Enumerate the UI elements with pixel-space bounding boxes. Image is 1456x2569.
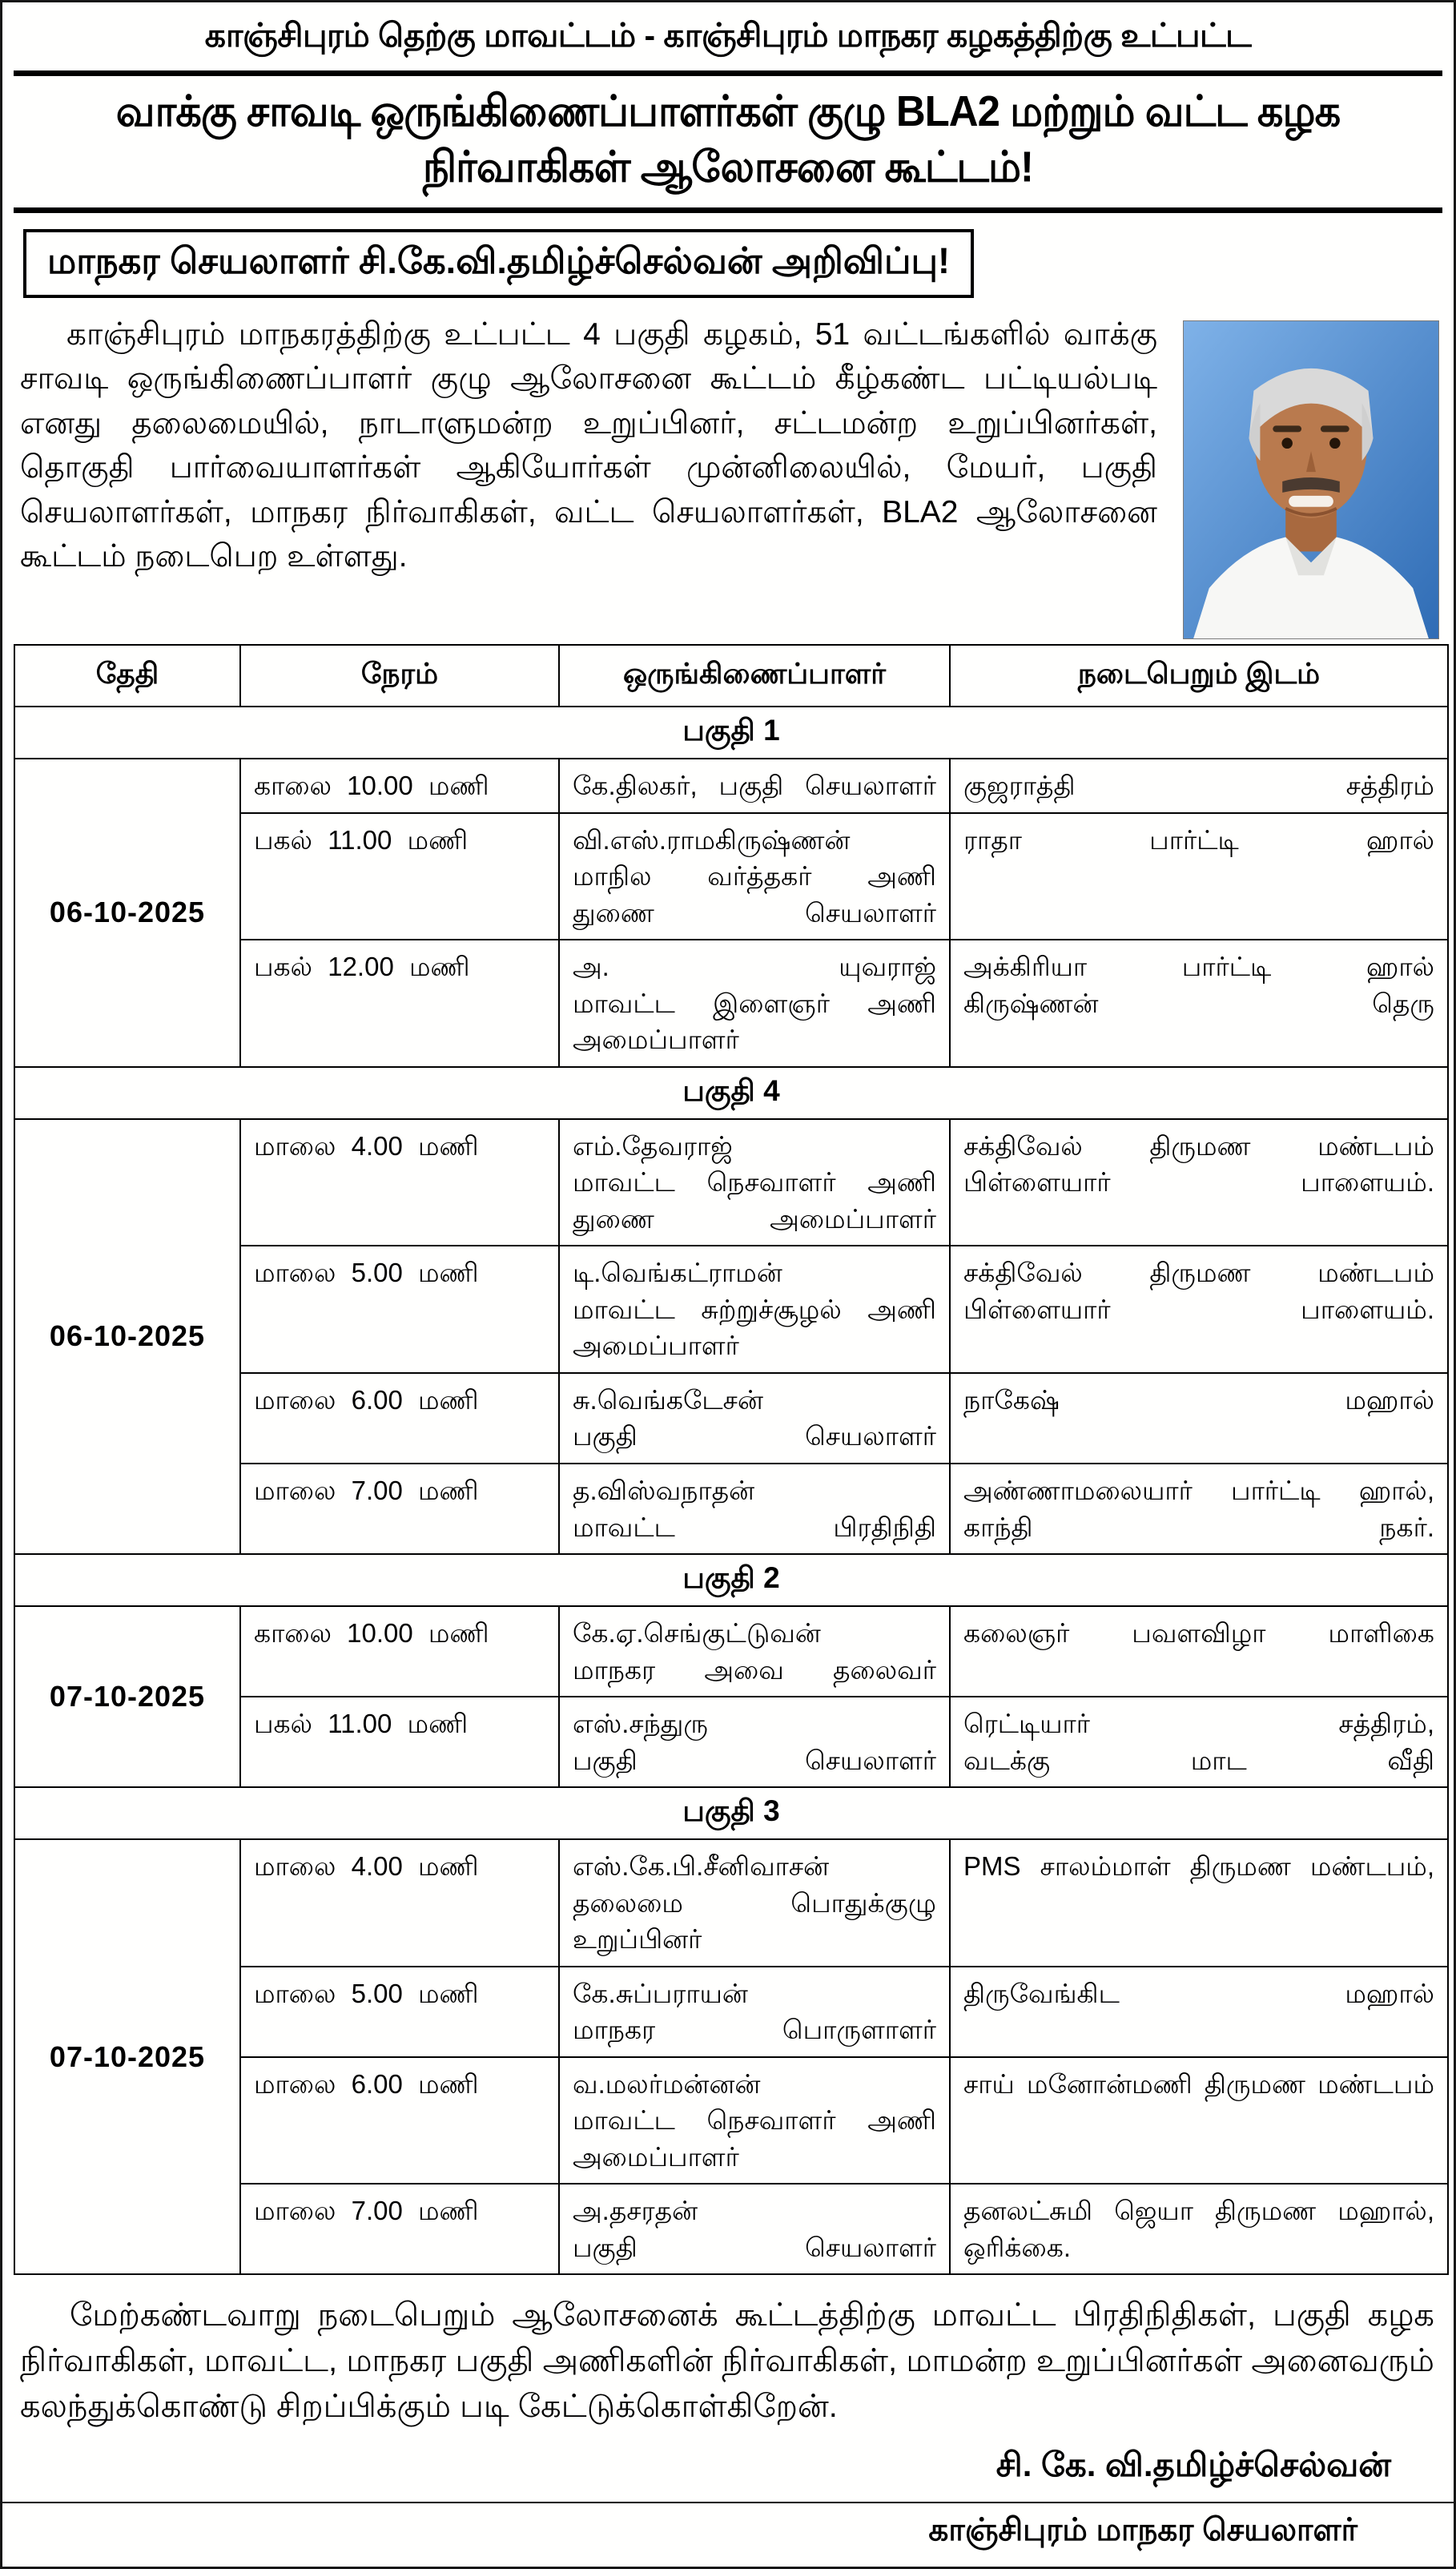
venue-cell bbox=[950, 1697, 1448, 1787]
coordinator-cell bbox=[559, 1606, 950, 1697]
cell-line: பகுதி செயலாளர் bbox=[573, 1421, 936, 1452]
intro-section bbox=[14, 213, 1442, 639]
venue-cell bbox=[950, 759, 1448, 813]
cell-line: மாநகர பொருளாளர் bbox=[573, 2015, 936, 2045]
section-title: பகுதி 2 bbox=[14, 1554, 1448, 1606]
cell-line: தலைமை பொதுக்குழு bbox=[573, 1887, 936, 1918]
cell-line: உறுப்பினர் bbox=[573, 1924, 702, 1955]
venue-cell bbox=[950, 940, 1448, 1067]
header-time: நேரம் bbox=[240, 645, 559, 707]
time-cell: காலை 10.00 மணி bbox=[240, 759, 559, 813]
time-cell: பகல் 11.00 மணி bbox=[240, 1697, 559, 1787]
cell-line: அண்ணாமலையார் பார்ட்டி ஹால், bbox=[963, 1475, 1434, 1505]
cell-line: கே.சுப்பராயன் bbox=[573, 1978, 748, 2008]
time-cell: மாலை 6.00 மணி bbox=[240, 2057, 559, 2184]
time-cell: மாலை 4.00 மணி bbox=[240, 1839, 559, 1967]
cell-line: ஒரிக்கை. bbox=[963, 2232, 1072, 2262]
time-cell: காலை 10.00 மணி bbox=[240, 1606, 559, 1697]
time-cell: மாலை 4.00 மணி bbox=[240, 1119, 559, 1246]
section-row bbox=[14, 1554, 1448, 1606]
section-row bbox=[14, 1067, 1448, 1119]
header-venue: நடைபெறும் இடம் bbox=[950, 645, 1448, 707]
coordinator-cell bbox=[559, 1839, 950, 1967]
venue-cell bbox=[950, 1967, 1448, 2057]
cell-line: எம்.தேவராஜ் bbox=[573, 1130, 733, 1161]
venue-cell bbox=[950, 813, 1448, 940]
cell-line: அமைப்பாளர் bbox=[573, 1331, 739, 1361]
table-header-row bbox=[14, 645, 1448, 707]
cell-line: அக்கிரியா பார்ட்டி ஹால் bbox=[963, 952, 1434, 982]
venue-cell bbox=[950, 1464, 1448, 1554]
cell-line: துணை அமைப்பாளர் bbox=[573, 1203, 936, 1234]
time-cell: மாலை 7.00 மணி bbox=[240, 1464, 559, 1554]
cell-line: மாவட்ட சுற்றுச்சூழல் அணி bbox=[573, 1294, 936, 1324]
section-title: பகுதி 1 bbox=[14, 707, 1448, 759]
cell-line: அ. யுவராஜ் bbox=[573, 952, 936, 982]
coordinator-cell bbox=[559, 1373, 950, 1464]
cell-line: பிள்ளையார் பாளையம். bbox=[963, 1294, 1434, 1324]
coordinator-cell bbox=[559, 1967, 950, 2057]
cell-line: சாய் மனோன்மணி திருமண மண்டபம் bbox=[963, 2068, 1434, 2099]
section-title: பகுதி 4 bbox=[14, 1067, 1448, 1119]
cell-line: அ.தசரதன் bbox=[573, 2196, 698, 2226]
cell-line: டி.வெங்கட்ராமன் bbox=[573, 1258, 782, 1288]
cell-line: எஸ்.சந்துரு bbox=[573, 1709, 709, 1739]
portrait-illustration bbox=[1184, 321, 1438, 638]
cell-line: பகுதி செயலாளர் bbox=[573, 2232, 936, 2262]
cell-line: கே.ஏ.செங்குட்டுவன் bbox=[573, 1618, 821, 1649]
schedule-body bbox=[14, 707, 1448, 2274]
coordinator-cell bbox=[559, 1464, 950, 1554]
table-row bbox=[14, 759, 1448, 813]
cell-line: தனலட்சுமி ஜெயா திருமண மஹால், bbox=[963, 2196, 1434, 2226]
intro-paragraph: காஞ்சிபுரம் மாநகரத்திற்கு உட்பட்ட 4 பகுதி கழகம், 51 வட்டங்களில் வாக்கு சாவடி ஒருங்கிணைப்பாளர் குழு ஆலோசனை கூட்டம் கீழ்கண்ட பட்டியல்படி எனது தலைமையில், நாடாளுமன்ற உறுப்பினர், சட்டமன்ற உறுப்பினர்கள், தொகுதி பார்வையாளர்கள் ஆகியோர்கள் முன்னிலையில், மேயர், பகுதி செயலாளர்கள், மாநகர நிர்வாகிகள், வட்ட செயலாளர்கள், BLA2 ஆலோசனை கூட்டம் நடைபெற உள்ளது. bbox=[20, 317, 1157, 574]
venue-cell bbox=[950, 1839, 1448, 1967]
header-coordinator: ஒருங்கிணைப்பாளர் bbox=[559, 645, 950, 707]
headline: வாக்கு சாவடி ஒருங்கிணைப்பாளர்கள் குழு BLA2 மற்றும் வட்ட கழக நிர்வாகிகள் ஆலோசனை கூட்டம்! bbox=[115, 87, 1341, 191]
table-row bbox=[14, 1119, 1448, 1246]
table-row bbox=[14, 1839, 1448, 1967]
venue-cell bbox=[950, 2057, 1448, 2184]
cell-line: கலைஞர் பவளவிழா மாளிகை bbox=[963, 1618, 1434, 1649]
venue-cell bbox=[950, 1373, 1448, 1464]
header-date: தேதி bbox=[14, 645, 240, 707]
cell-line: மாவட்ட நெசவாளர் அணி bbox=[573, 1167, 936, 1198]
cell-line: மாநகர அவை தலைவர் bbox=[573, 1654, 936, 1685]
intro-column bbox=[14, 228, 1165, 590]
cell-line: காந்தி நகர். bbox=[963, 1512, 1434, 1542]
coordinator-cell bbox=[559, 2184, 950, 2274]
coordinator-cell bbox=[559, 2057, 950, 2184]
coordinator-cell bbox=[559, 759, 950, 813]
time-cell: மாலை 7.00 மணி bbox=[240, 2184, 559, 2274]
cell-line: வ.மலர்மன்னன் bbox=[573, 2068, 761, 2099]
signature-name: சி. கே. வி.தமிழ்ச்செல்வன் bbox=[995, 2445, 1391, 2483]
time-cell: பகல் 12.00 மணி bbox=[240, 940, 559, 1067]
cell-line: திருவேங்கிட மஹால் bbox=[963, 1978, 1434, 2008]
cell-line: சக்திவேல் திருமண மண்டபம் bbox=[963, 1258, 1434, 1288]
section-title: பகுதி 3 bbox=[14, 1787, 1448, 1839]
cell-line: கிருஷ்ணன் தெரு bbox=[963, 988, 1434, 1018]
cell-line: துணை செயலாளர் bbox=[573, 897, 936, 928]
masthead: காஞ்சிபுரம் தெற்கு மாவட்டம் - காஞ்சிபுரம் மாநகர கழகத்திற்கு உட்பட்ட bbox=[204, 17, 1252, 54]
cell-line: பிள்ளையார் பாளையம். bbox=[963, 1167, 1434, 1198]
coordinator-cell bbox=[559, 1246, 950, 1373]
closing-paragraph: மேற்கண்டவாறு நடைபெறும் ஆலோசனைக் கூட்டத்திற்கு மாவட்ட பிரதிநிதிகள், பகுதி கழக நிர்வாகிகள், மாவட்ட, மாநகர பகுதி அணிகளின் நிர்வாகிகள், மாமன்ற உறுப்பினர்கள் அனைவரும் கலந்துக்கொண்டு சிறப்பிக்கும் படி கேட்டுக்கொள்கிறேன். bbox=[20, 2297, 1434, 2425]
cell-line: மாவட்ட நெசவாளர் அணி bbox=[573, 2105, 936, 2136]
section-row bbox=[14, 707, 1448, 759]
venue-cell bbox=[950, 1119, 1448, 1246]
venue-cell bbox=[950, 1246, 1448, 1373]
table-row bbox=[14, 1606, 1448, 1697]
coordinator-cell bbox=[559, 1119, 950, 1246]
cell-line: மாவட்ட பிரதிநிதி bbox=[573, 1512, 936, 1542]
venue-cell bbox=[950, 2184, 1448, 2274]
announcement-title: மாநகர செயலாளர் சி.கே.வி.தமிழ்ச்செல்வன் அறிவிப்பு! bbox=[23, 229, 974, 298]
cell-line: அமைப்பாளர் bbox=[573, 2141, 739, 2172]
cell-line: குஜராத்தி சத்திரம் bbox=[963, 771, 1434, 800]
cell-line: கே.திலகர், பகுதி செயலாளர் bbox=[573, 771, 936, 800]
coordinator-cell bbox=[559, 813, 950, 940]
cell-line: வி.எஸ்.ராமகிருஷ்ணன் bbox=[573, 824, 851, 855]
date-cell: 06-10-2025 bbox=[14, 759, 240, 1067]
cell-line: ராதா பார்ட்டி ஹால் bbox=[963, 824, 1434, 855]
cell-line: அமைப்பாளர் bbox=[573, 1025, 739, 1055]
coordinator-cell bbox=[559, 940, 950, 1067]
cell-line: ரெட்டியார் சத்திரம், bbox=[963, 1709, 1434, 1739]
cell-line: த.விஸ்வநாதன் bbox=[573, 1475, 755, 1505]
cell-line: மாவட்ட இளைஞர் அணி bbox=[573, 988, 936, 1018]
time-cell: மாலை 5.00 மணி bbox=[240, 1246, 559, 1373]
coordinator-cell bbox=[559, 1697, 950, 1787]
schedule-table bbox=[14, 644, 1449, 2275]
cell-line: பகுதி செயலாளர் bbox=[573, 1745, 936, 1775]
section-row bbox=[14, 1787, 1448, 1839]
cell-line: சு.வெங்கடேசன் bbox=[573, 1384, 763, 1415]
cell-line: வடக்கு மாட வீதி bbox=[963, 1745, 1434, 1775]
signature-title: காஞ்சிபுரம் மாநகர செயலாளர் bbox=[2, 2502, 1454, 2567]
date-cell: 07-10-2025 bbox=[14, 1839, 240, 2274]
time-cell: மாலை 6.00 மணி bbox=[240, 1373, 559, 1464]
time-cell: மாலை 5.00 மணி bbox=[240, 1967, 559, 2057]
cell-line: PMS சாலம்மாள் திருமண மண்டபம், bbox=[963, 1851, 1434, 1882]
time-cell: பகல் 11.00 மணி bbox=[240, 813, 559, 940]
venue-cell bbox=[950, 1606, 1448, 1697]
cell-line: மாநில வர்த்தகர் அணி bbox=[573, 861, 936, 892]
announcer-photo bbox=[1183, 320, 1439, 639]
cell-line: எஸ்.கே.பி.சீனிவாசன் bbox=[573, 1851, 830, 1882]
date-cell: 06-10-2025 bbox=[14, 1119, 240, 1554]
date-cell: 07-10-2025 bbox=[14, 1606, 240, 1787]
cell-line: நாகேஷ் மஹால் bbox=[963, 1384, 1434, 1415]
cell-line: சக்திவேல் திருமண மண்டபம் bbox=[963, 1130, 1434, 1161]
